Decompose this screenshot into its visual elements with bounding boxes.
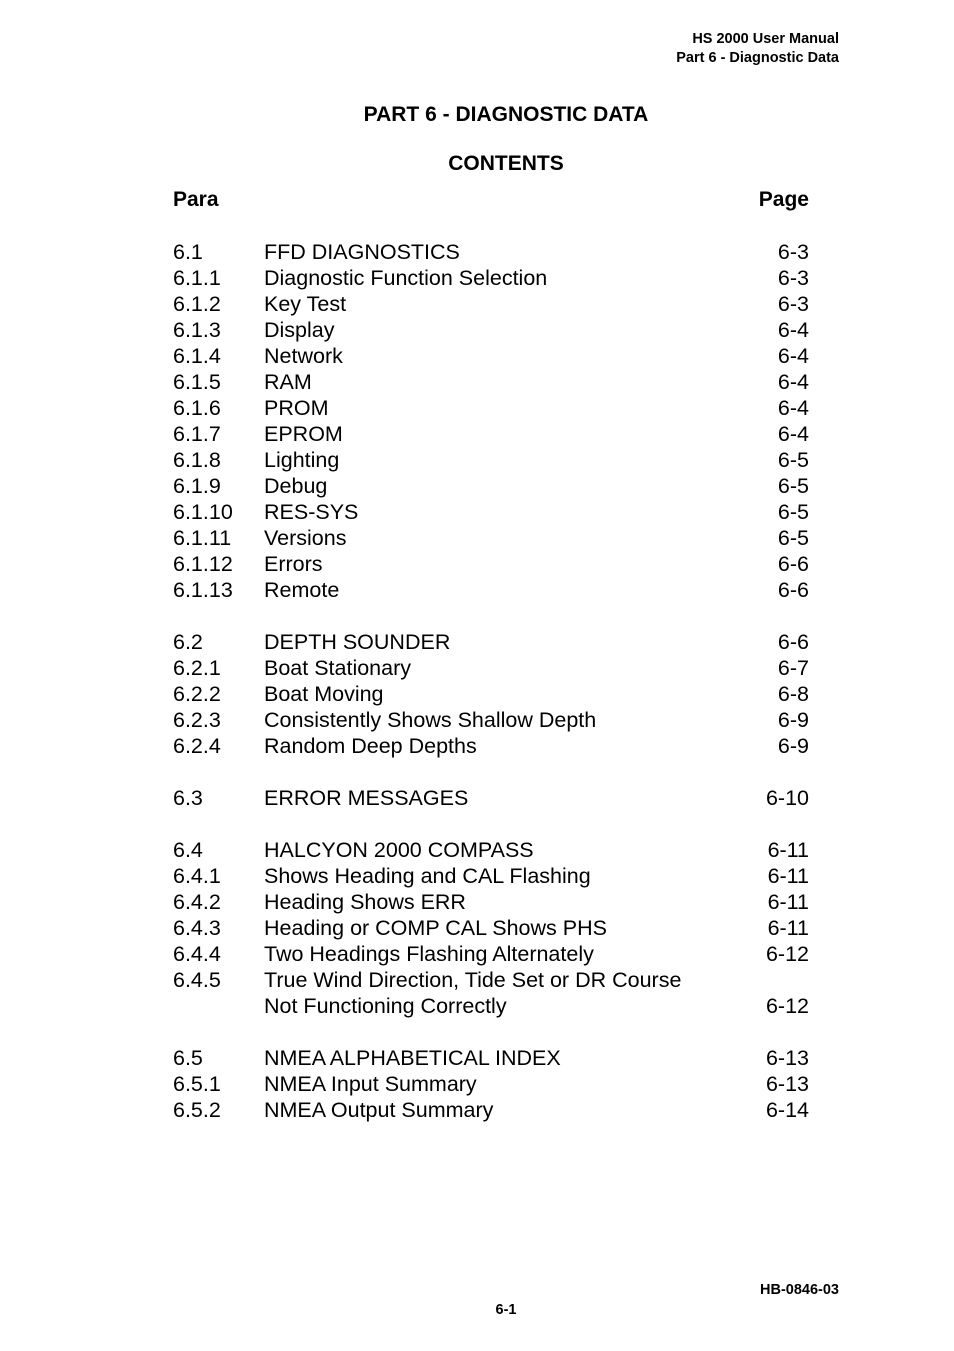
table-of-contents [173,239,809,1123]
toc-title: Network [264,344,343,368]
toc-title: DEPTH SOUNDER [264,630,451,654]
toc-title: FFD DIAGNOSTICS [264,240,460,264]
toc-title: NMEA Input Summary [264,1072,477,1096]
toc-para-number: 6.1.5 [173,370,221,394]
toc-page-number: 6-12 [765,994,809,1018]
toc-row[interactable] [173,785,809,811]
toc-para-number: 6.5 [173,1046,203,1070]
toc-page-number: 6-9 [777,708,809,732]
toc-para-number: 6.4 [173,838,203,862]
toc-title: RAM [264,370,312,394]
toc-page-number: 6-5 [777,474,809,498]
toc-title: PROM [264,396,329,420]
toc-page-number: 6-11 [767,916,809,940]
toc-page-number: 6-4 [777,318,809,342]
toc-para-number: 6.1.9 [173,474,221,498]
toc-row[interactable] [173,681,809,707]
page-title: PART 6 - DIAGNOSTIC DATA [363,103,649,126]
toc-para-number: 6.2.1 [173,656,221,680]
document-code: HB-0846-03 [760,1282,839,1298]
toc-para-number: 6.1.12 [173,552,233,576]
toc-para-number: 6.1.1 [173,266,221,290]
toc-page-number: 6-10 [765,786,809,810]
toc-row[interactable] [173,967,809,993]
toc-para-number: 6.1.13 [173,578,233,602]
toc-title: Heading Shows ERR [264,890,466,914]
toc-page-number: 6-5 [777,448,809,472]
toc-para-number: 6.3 [173,786,203,810]
toc-para-number: 6.4.2 [173,890,221,914]
toc-para-number: 6.2.3 [173,708,221,732]
toc-para-number: 6.5.1 [173,1072,221,1096]
toc-row[interactable] [173,421,809,447]
para-column-header: Para [173,188,219,211]
page-number: 6-1 [495,1302,517,1318]
toc-para-number: 6.1 [173,240,203,264]
toc-page-number: 6-5 [777,500,809,524]
toc-page-number: 6-6 [777,630,809,654]
toc-page-number: 6-6 [777,552,809,576]
toc-title: Key Test [264,292,347,316]
toc-title: Remote [264,578,340,602]
toc-title: Two Headings Flashing Alternately [264,942,594,966]
toc-para-number: 6.4.3 [173,916,221,940]
toc-page-number: 6-11 [767,838,809,862]
toc-para-number: 6.2 [173,630,203,654]
toc-para-number: 6.4.1 [173,864,221,888]
toc-row[interactable] [173,317,809,343]
toc-title: RES-SYS [264,500,359,524]
toc-page-number: 6-13 [765,1046,809,1070]
toc-row[interactable] [173,733,809,759]
toc-page-number: 6-4 [777,396,809,420]
toc-para-number: 6.1.6 [173,396,221,420]
toc-title: NMEA ALPHABETICAL INDEX [264,1046,561,1070]
toc-title: Shows Heading and CAL Flashing [264,864,591,888]
toc-para-number: 6.1.3 [173,318,221,342]
toc-row[interactable] [173,1071,809,1097]
toc-title: Diagnostic Function Selection [264,266,548,290]
toc-row[interactable] [173,239,809,265]
toc-para-number: 6.1.8 [173,448,221,472]
toc-row[interactable] [173,707,809,733]
toc-row[interactable] [173,343,809,369]
toc-title: Display [264,318,335,342]
toc-page-number: 6-3 [777,240,809,264]
toc-row[interactable] [173,655,809,681]
toc-title: Boat Moving [264,682,384,706]
toc-para-number: 6.1.11 [173,526,232,550]
toc-title: NMEA Output Summary [264,1098,494,1122]
toc-row[interactable] [173,369,809,395]
toc-title: Heading or COMP CAL Shows PHS [264,916,607,940]
toc-row[interactable] [173,395,809,421]
toc-row-continuation[interactable] [173,993,809,1019]
toc-title: Consistently Shows Shallow Depth [264,708,597,732]
toc-title: Not Functioning Correctly [264,994,507,1018]
toc-row[interactable] [173,551,809,577]
toc-title: ERROR MESSAGES [264,786,469,810]
toc-page-number: 6-4 [777,344,809,368]
toc-title: Errors [264,552,323,576]
header-manual-title: HS 2000 User Manual [692,31,839,47]
toc-para-number: 6.1.2 [173,292,221,316]
toc-title: Random Deep Depths [264,734,477,758]
toc-row[interactable] [173,889,809,915]
toc-title: EPROM [264,422,343,446]
toc-row[interactable] [173,525,809,551]
toc-row[interactable] [173,499,809,525]
toc-page-number: 6-7 [777,656,809,680]
toc-page-number: 6-12 [765,942,809,966]
toc-para-number: 6.1.10 [173,500,233,524]
toc-row[interactable] [173,915,809,941]
toc-para-number: 6.4.5 [173,968,221,992]
toc-title: Boat Stationary [264,656,412,680]
toc-para-number: 6.5.2 [173,1098,221,1122]
toc-page-number: 6-3 [777,266,809,290]
toc-title: HALCYON 2000 COMPASS [264,838,534,862]
toc-page-number: 6-14 [765,1098,809,1122]
toc-row[interactable] [173,1097,809,1123]
toc-title: Versions [264,526,347,550]
toc-page-number: 6-9 [777,734,809,758]
toc-page-number: 6-8 [777,682,809,706]
toc-row[interactable] [173,629,809,655]
page-column-header: Page [758,188,809,211]
toc-row[interactable] [173,1045,809,1071]
toc-row[interactable] [173,863,809,889]
toc-page-number: 6-13 [765,1072,809,1096]
running-header [676,30,839,68]
toc-para-number: 6.1.4 [173,344,221,368]
toc-page-number: 6-3 [777,292,809,316]
toc-row[interactable] [173,473,809,499]
toc-row[interactable] [173,291,809,317]
toc-title: Debug [264,474,328,498]
toc-page-number: 6-4 [777,370,809,394]
toc-page-number: 6-11 [767,890,809,914]
toc-page-number: 6-11 [767,864,809,888]
toc-title: Lighting [264,448,340,472]
toc-para-number: 6.2.4 [173,734,221,758]
toc-page-number: 6-5 [777,526,809,550]
toc-row[interactable] [173,577,809,603]
toc-row[interactable] [173,941,809,967]
toc-row[interactable] [173,447,809,473]
header-part-title: Part 6 - Diagnostic Data [676,50,839,66]
toc-title: True Wind Direction, Tide Set or DR Course [264,968,682,992]
toc-row[interactable] [173,265,809,291]
toc-page-number: 6-4 [777,422,809,446]
toc-para-number: 6.4.4 [173,942,221,966]
toc-para-number: 6.1.7 [173,422,221,446]
toc-para-number: 6.2.2 [173,682,221,706]
contents-heading: CONTENTS [448,152,564,175]
toc-row[interactable] [173,837,809,863]
toc-page-number: 6-6 [777,578,809,602]
